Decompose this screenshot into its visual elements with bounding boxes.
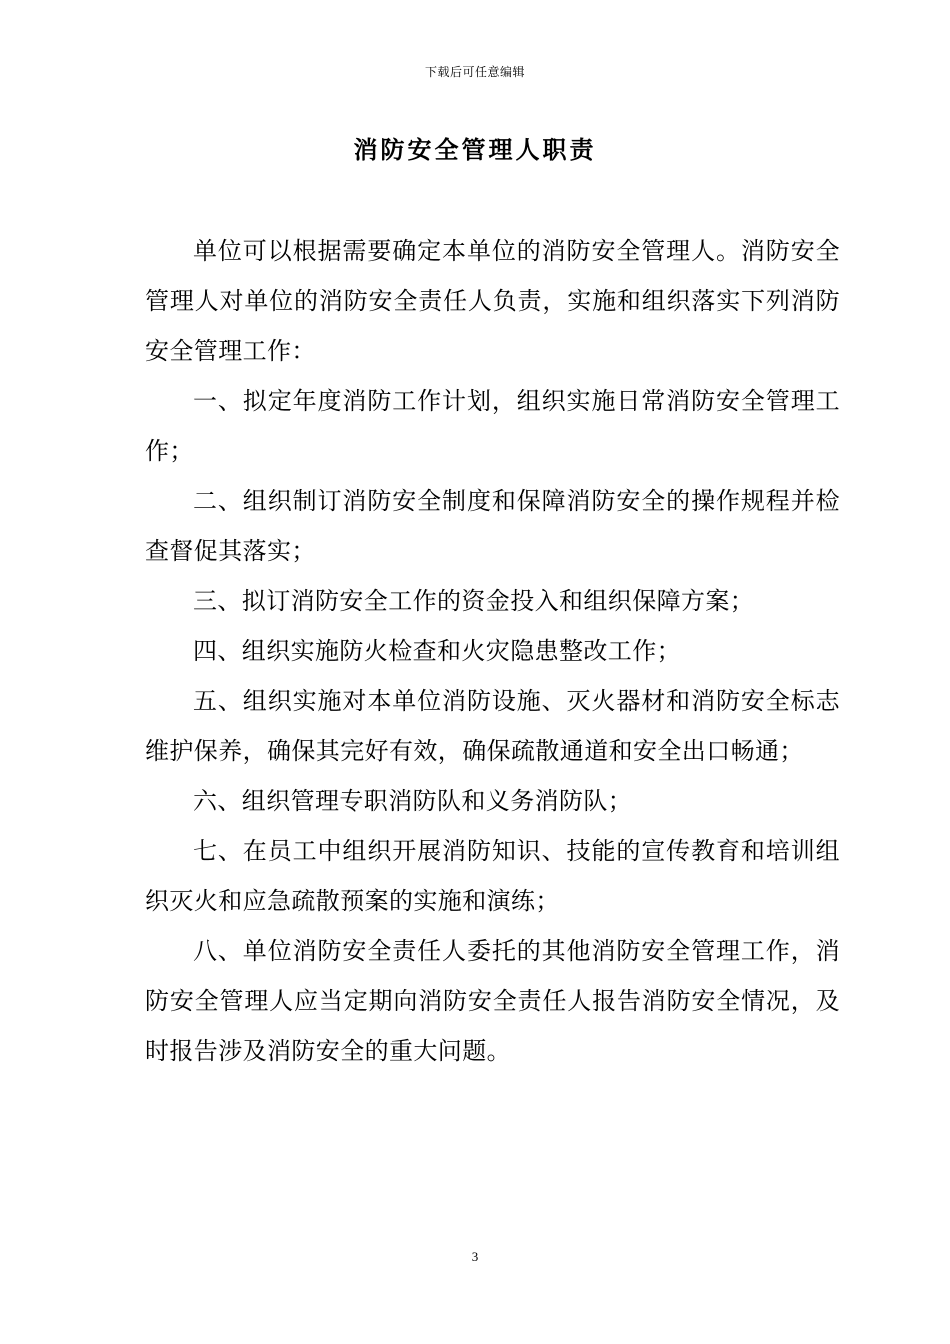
duty-item-4: 四、组织实施防火检查和火灾隐患整改工作； xyxy=(193,637,681,665)
duty-item-8: 八、单位消防安全责任人委托的其他消防安全管理工作，消防安全管理人应当定期向消防安全责任人报告消防安全情况，及时报告涉及消防安全的重大问题。 xyxy=(145,937,840,1065)
duty-item-5: 五、组织实施对本单位消防设施、灭火器材和消防安全标志维护保养，确保其完好有效，确保疏散通道和安全出口畅通； xyxy=(145,687,840,765)
duty-item-2: 二、组织制订消防安全制度和保障消防安全的操作规程并检查督促其落实； xyxy=(145,487,840,565)
duty-item-7: 七、在员工中组织开展消防知识、技能的宣传教育和培训组织灭火和应急疏散预案的实施和演练； xyxy=(145,837,840,915)
duty-item-3: 三、拟订消防安全工作的资金投入和组织保障方案； xyxy=(193,587,755,615)
intro-paragraph: 单位可以根据需要确定本单位的消防安全管理人。消防安全管理人对单位的消防安全责任人负责，实施和组织落实下列消防安全管理工作： xyxy=(145,237,840,365)
duty-item-1: 一、拟定年度消防工作计划，组织实施日常消防安全管理工作； xyxy=(145,387,840,465)
document-body xyxy=(145,226,840,1076)
duty-item-6: 六、组织管理专职消防队和义务消防队； xyxy=(193,787,633,815)
header-note: 下载后可任意编辑 xyxy=(424,65,525,79)
document-title: 消防安全管理人职责 xyxy=(353,136,597,164)
page-number: 3 xyxy=(471,1249,479,1264)
